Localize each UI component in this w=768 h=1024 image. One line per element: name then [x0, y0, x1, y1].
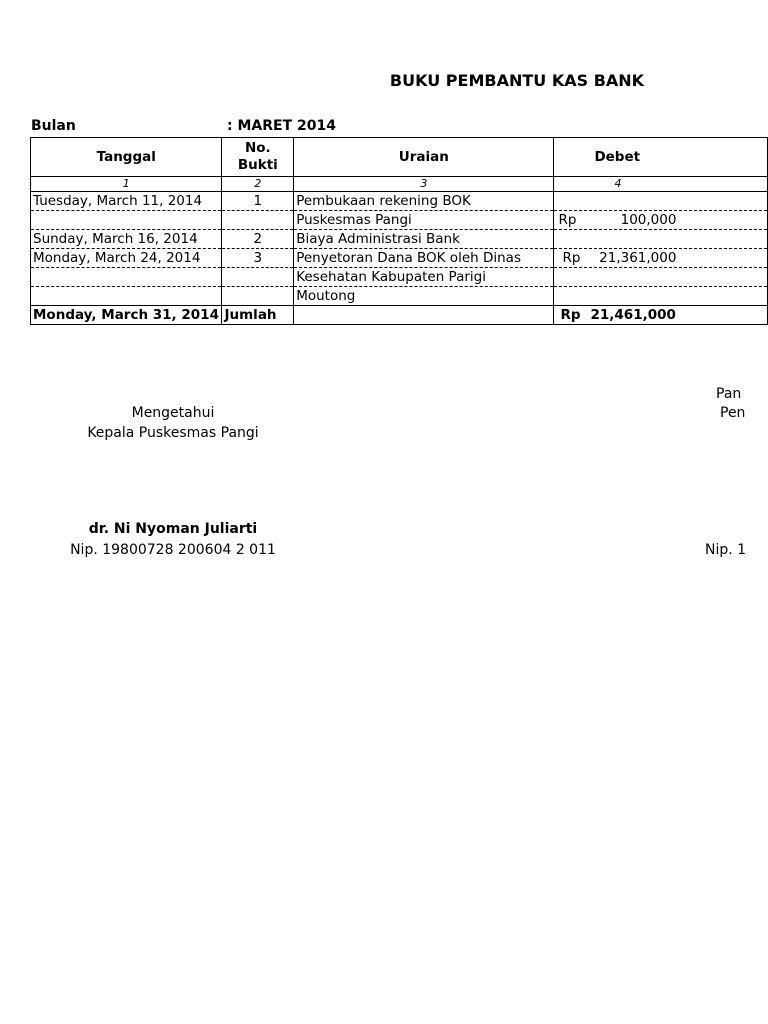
cell-uraian: Biaya Administrasi Bank: [294, 230, 554, 249]
table-row: [31, 268, 768, 287]
cell-debet: [554, 287, 768, 306]
cell-tanggal: [31, 287, 222, 306]
total-uraian: [294, 306, 554, 325]
cell-uraian: Pembukaan rekening BOK: [294, 192, 554, 211]
column-number-row: [31, 177, 768, 192]
signature-right-line1: Pan: [716, 386, 742, 402]
cell-tanggal: Sunday, March 16, 2014: [31, 230, 222, 249]
signature-left-line1: Mengetahui: [131, 405, 215, 421]
document-title: BUKU PEMBANTU KAS BANK: [389, 71, 645, 90]
column-number: 3: [294, 177, 554, 192]
signature-right-nip: Nip. 1: [705, 542, 747, 558]
header-no-bukti-line2: Bukti: [237, 157, 278, 173]
header-no-bukti-line1: No.: [244, 140, 271, 156]
signature-left-nip: Nip. 19800728 200604 2 011: [70, 542, 276, 558]
table-row: [31, 211, 768, 230]
total-label: Jumlah: [222, 306, 294, 325]
total-tanggal: Monday, March 31, 2014: [31, 306, 222, 325]
cell-bukti: [222, 268, 294, 287]
header-debet: Debet: [554, 138, 768, 177]
debet-currency: Rp: [558, 212, 577, 228]
cell-bukti: 3: [222, 249, 294, 268]
debet-value: 100,000: [620, 212, 677, 228]
cell-debet: [554, 192, 768, 211]
table-row: [31, 249, 768, 268]
header-uraian: Uraian: [294, 138, 554, 177]
cell-debet: [554, 211, 768, 230]
debet-value: 21,361,000: [599, 250, 677, 266]
cell-uraian: Puskesmas Pangi: [294, 211, 554, 230]
cell-tanggal: [31, 268, 222, 287]
cell-uraian: Kesehatan Kabupaten Parigi: [294, 268, 554, 287]
cell-bukti: 1: [222, 192, 294, 211]
table-row: [31, 230, 768, 249]
header-tanggal: Tanggal: [31, 138, 222, 177]
column-number: 4: [554, 177, 768, 192]
cell-debet: [554, 268, 768, 287]
cell-uraian: Moutong: [294, 287, 554, 306]
cell-bukti: [222, 211, 294, 230]
cell-tanggal: Tuesday, March 11, 2014: [31, 192, 222, 211]
header-no-bukti: [222, 138, 294, 177]
table-row: [31, 287, 768, 306]
cell-debet: [554, 249, 768, 268]
ledger-table: [30, 137, 768, 325]
cell-bukti: [222, 287, 294, 306]
cell-uraian: Penyetoran Dana BOK oleh Dinas: [294, 249, 554, 268]
cell-debet: [554, 230, 768, 249]
table-header-row: [31, 138, 768, 177]
signature-left-line2: Kepala Puskesmas Pangi: [87, 425, 259, 441]
column-number: 2: [222, 177, 294, 192]
cell-bukti: 2: [222, 230, 294, 249]
signature-left-name: dr. Ni Nyoman Juliarti: [88, 521, 258, 537]
cell-tanggal: Monday, March 24, 2014: [31, 249, 222, 268]
signature-right-line2: Pen: [720, 405, 746, 421]
cell-tanggal: [31, 211, 222, 230]
total-row: [31, 306, 768, 325]
bulan-value: : MARET 2014: [227, 118, 336, 134]
total-currency: Rp: [560, 307, 581, 323]
column-number: 1: [31, 177, 222, 192]
bulan-label: Bulan: [31, 118, 76, 134]
debet-currency: Rp: [562, 250, 581, 266]
total-value: 21,461,000: [590, 307, 676, 323]
total-debet: [554, 306, 768, 325]
table-row: [31, 192, 768, 211]
